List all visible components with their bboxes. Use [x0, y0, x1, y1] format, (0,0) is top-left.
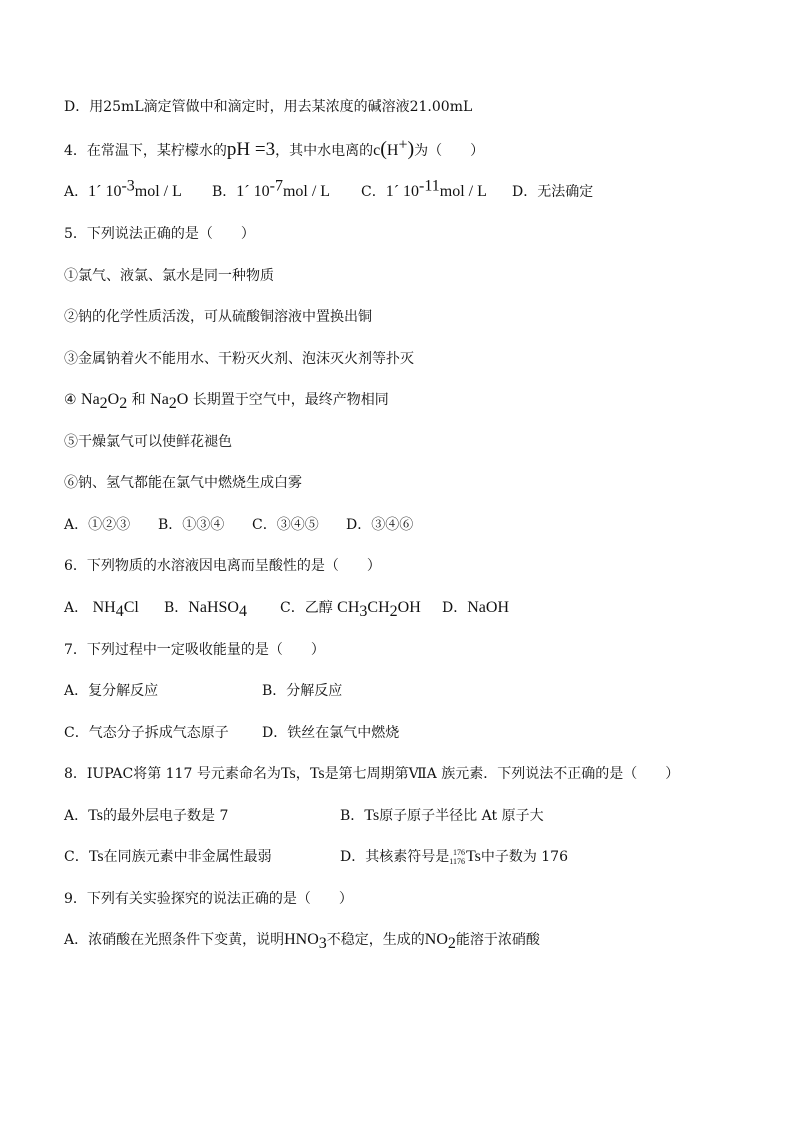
ph-formula: pH =3 [226, 139, 276, 160]
formula-part: NaHSO [188, 599, 239, 616]
formula-part: OH [397, 599, 421, 616]
question-9-stem [64, 889, 754, 909]
formula-part: NO [424, 931, 448, 948]
option-unit: mol / L [282, 183, 331, 200]
charge-sup: + [398, 136, 408, 154]
option-a [64, 806, 228, 826]
formula-part: O [107, 391, 120, 408]
subscript: 2 [447, 934, 456, 952]
question-4-stem [64, 136, 754, 161]
option-unit: mol / L [439, 183, 487, 200]
element-symbol: Ts [465, 848, 481, 865]
statement-text: ⑥钠、氢气都能在氯气中燃烧生成白雾 [64, 475, 302, 491]
option-label: A． [64, 184, 89, 200]
formula-part: CH [367, 599, 390, 616]
option-label: A． [64, 600, 89, 616]
stem-text: 9．下列有关实验探究的说法正确的是（ ） [64, 891, 353, 907]
option-c [361, 177, 487, 202]
line-text: D．用25mL滴定管做中和滴定时，用去某浓度的碱溶液21.00mL [64, 99, 473, 115]
option-label: C． [64, 849, 89, 865]
element-symbol: Ts [88, 848, 104, 865]
question-9-option-a [64, 930, 754, 950]
element-symbol: Ts [88, 807, 104, 824]
option-exponent: -7 [269, 177, 283, 195]
statement-text: ①氯气、液氯、氯水是同一种物质 [64, 268, 274, 284]
option-a: A．①②③ [64, 517, 131, 533]
stem-text: 6．下列物质的水溶液因电离而呈酸性的是（ ） [64, 558, 381, 574]
option-exponent: -3 [121, 177, 135, 195]
option-label: B． [164, 600, 189, 616]
statement-1 [64, 266, 754, 286]
option-c: C．气态分子拆成气态原子 [64, 725, 229, 741]
option-d: D．③④⑥ [346, 517, 414, 533]
option-unit: mol / L [134, 183, 182, 200]
option-a [64, 598, 139, 618]
stem-text: 为（ ） [414, 143, 485, 159]
nuclide-notation [449, 848, 465, 866]
stem-text: 5．下列说法正确的是（ ） [64, 226, 255, 242]
option-d-prev-question [64, 97, 754, 117]
option-b [340, 806, 544, 826]
statement-5 [64, 432, 754, 452]
paren-open: ( [380, 138, 387, 160]
element-symbol: Ts [364, 807, 380, 824]
statement-text: ②钠的化学性质活泼，可从硫酸铜溶液中置换出铜 [64, 309, 372, 325]
option-text: 能溶于浓硝酸 [455, 932, 540, 948]
statement-6 [64, 473, 754, 493]
option-text: 在同族元素中非金属性最弱 [103, 849, 272, 865]
option-label: B． [212, 184, 237, 200]
formula-part: Na [150, 391, 169, 408]
option-base: 1´ 10 [88, 183, 122, 200]
subscript: 2 [168, 394, 177, 412]
option-d [442, 598, 509, 618]
formula-part: Na [81, 391, 100, 408]
element-symbol: Ts [309, 765, 325, 782]
statement-3 [64, 349, 754, 369]
statement-text: ⑤干燥氯气可以使鲜花褪色 [64, 434, 232, 450]
stem-text: ，其中水电离的 [275, 143, 374, 159]
stem-text: 4．在常温下，某柠檬水的 [64, 143, 227, 159]
formula-part: Cl [123, 599, 139, 616]
option-label: B． [340, 808, 365, 824]
option-label: C．乙醇 [280, 600, 338, 616]
option-label: D． [442, 600, 468, 616]
option-a [64, 177, 182, 202]
question-6-stem [64, 556, 754, 576]
subscript: 3 [359, 602, 368, 620]
statement-text: 和 [127, 392, 151, 408]
option-text: D．其核素符号是 [340, 849, 450, 865]
formula-part: HNO [284, 931, 319, 948]
statement-4 [64, 390, 754, 410]
option-d: D．无法确定 [512, 184, 594, 200]
option-label: C． [361, 184, 386, 200]
option-text: 原子原子半径比 At 原子大 [379, 808, 544, 824]
formula-part: CH [337, 599, 360, 616]
subscript: 4 [238, 602, 247, 620]
paren-close: ) [407, 138, 415, 160]
statement-text: ④ [64, 392, 82, 408]
question-8-stem [64, 764, 754, 784]
mass-number: 176 [452, 848, 465, 857]
formula-part: NH [92, 599, 116, 616]
option-text: 不稳定，生成的 [326, 932, 425, 948]
option-base: 1´ 10 [385, 183, 420, 200]
concentration-symbol: c [373, 142, 381, 159]
question-7-stem [64, 640, 754, 660]
option-b [212, 177, 331, 202]
statement-2 [64, 307, 754, 327]
subscript: 2 [99, 394, 108, 412]
formula-part: O [176, 391, 189, 408]
option-b: B．①③④ [158, 517, 225, 533]
subscript: 3 [318, 934, 327, 952]
option-d: D．铁丝在氯气中燃烧 [262, 725, 400, 741]
stem-text: ， [295, 766, 310, 782]
option-text: A．浓硝酸在光照条件下变黄，说明 [64, 932, 285, 948]
subscript: 4 [115, 602, 124, 620]
option-label: A． [64, 808, 89, 824]
option-b: B．分解反应 [262, 683, 343, 699]
option-a: A．复分解反应 [64, 683, 159, 699]
stem-text: 是第七周期第ⅦA 族元素．下列说法不正确的是（ ） [324, 766, 680, 782]
stem-text: 7．下列过程中一定吸收能量的是（ ） [64, 642, 325, 658]
atomic-number: 1176 [449, 857, 465, 866]
subscript: 2 [389, 602, 398, 620]
option-base: 1´ 10 [236, 183, 270, 200]
stem-text: 8．IUPAC将第 117 号元素命名为 [64, 766, 281, 782]
option-text: 的最外层电子数是 7 [103, 808, 229, 824]
formula-part: NaOH [467, 599, 509, 616]
subscript: 2 [119, 394, 128, 412]
option-d [340, 847, 568, 867]
statement-text: 长期置于空气中，最终产物相同 [188, 392, 389, 408]
question-5-stem [64, 224, 754, 244]
option-c [280, 598, 421, 618]
statement-text: ③金属钠着火不能用水、干粉灭火剂、泡沫灭火剂等扑灭 [64, 351, 414, 367]
option-exponent: -11 [419, 177, 440, 195]
option-c [64, 847, 272, 867]
option-b [164, 598, 247, 618]
option-c: C．③④⑤ [252, 517, 319, 533]
option-text: 中子数为 176 [480, 849, 568, 865]
element-symbol: Ts [280, 765, 296, 782]
hydrogen-symbol: H [386, 142, 399, 159]
